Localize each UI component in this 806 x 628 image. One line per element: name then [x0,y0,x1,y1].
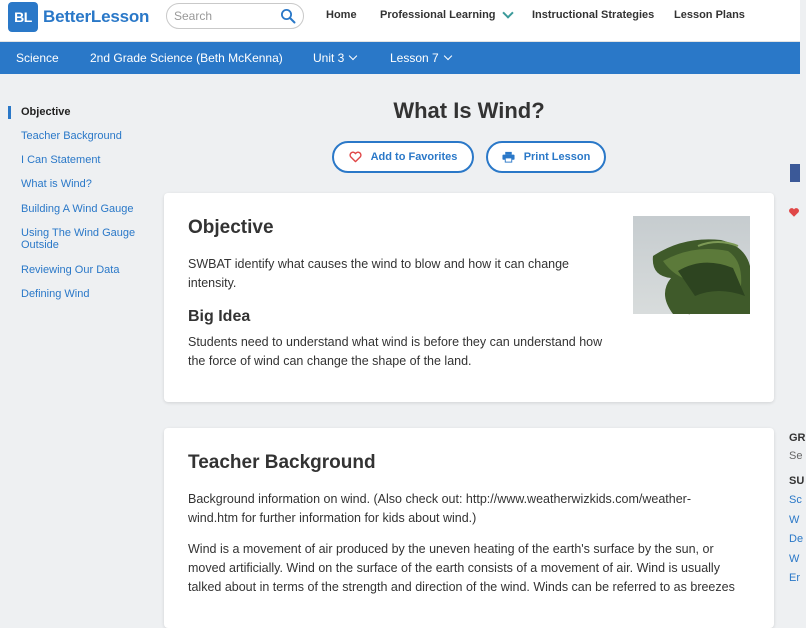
top-header [0,0,800,42]
betterlesson-logo[interactable] [8,2,149,32]
breadcrumb-subject[interactable]: Science [16,51,59,65]
nav-professional-learning[interactable] [380,9,512,21]
heart-icon [349,151,362,163]
sidebar-item-teacher-background[interactable]: Teacher Background [21,130,122,142]
chevron-down-icon [502,7,513,18]
breadcrumb [0,42,800,74]
teacher-background-para-1: Background information on wind. (Also check out: http://www.weatherwizkids.com/weather-wind.htm for further information for kids about wind.) [188,492,692,525]
breadcrumb-lesson-label: Lesson 7 [390,51,439,65]
logo-text: BetterLesson [43,7,150,26]
sidebar-item-reviewing-data[interactable]: Reviewing Our Data [21,264,120,276]
right-sidebar-partial [787,160,806,588]
print-lesson-button[interactable] [486,141,606,173]
add-to-favorites-button[interactable] [332,141,474,173]
big-idea-heading: Big Idea [188,308,251,325]
search-input[interactable] [167,4,277,28]
heart-icon[interactable] [788,207,800,218]
page-title: What Is Wind? [393,98,545,123]
nav-professional-learning-label: Professional Learning [380,9,496,21]
chevron-down-icon [443,52,451,60]
right-col-link-2[interactable]: W [789,514,800,526]
teacher-background-heading: Teacher Background [188,452,376,473]
search-box [166,3,304,29]
logo-mark: BL [8,2,38,32]
breadcrumb-unit[interactable] [313,51,356,65]
breadcrumb-lesson[interactable] [390,51,451,65]
nav-lesson-plans[interactable]: Lesson Plans [674,9,745,21]
objective-heading: Objective [188,217,274,238]
nav-home[interactable]: Home [326,9,357,21]
right-col-text-2: Se [789,450,803,462]
sidebar-active-marker [8,106,11,119]
right-col-text-1: GR [789,432,806,444]
sidebar-item-i-can-statement[interactable]: I Can Statement [21,154,101,166]
breadcrumb-course[interactable]: 2nd Grade Science (Beth McKenna) [90,51,283,65]
chevron-down-icon [349,52,357,60]
facebook-icon[interactable] [790,164,800,182]
sidebar-item-objective[interactable]: Objective [21,106,71,118]
printer-icon [502,151,515,163]
right-col-link-5[interactable]: Er [789,572,800,584]
right-col-link-4[interactable]: W [789,553,800,565]
sidebar-item-using-wind-gauge[interactable]: Using The Wind Gauge Outside [21,227,136,251]
sidebar-item-defining-wind[interactable]: Defining Wind [21,288,90,300]
right-col-link-1[interactable]: Sc [789,494,802,506]
print-lesson-label: Print Lesson [523,151,591,163]
objective-card [164,193,774,402]
breadcrumb-unit-label: Unit 3 [313,51,345,65]
right-col-text-3: SU [789,475,805,487]
teacher-background-card [164,428,774,628]
nav-instructional-strategies[interactable]: Instructional Strategies [532,9,655,21]
big-idea-text: Students need to understand what wind is before they can understand how the force of wind can change the shape of the land. [188,335,603,368]
add-to-favorites-label: Add to Favorites [370,151,458,163]
search-icon[interactable] [280,8,296,24]
objective-text: SWBAT identify what causes the wind to blow and how it can change intensity. [188,257,569,290]
teacher-background-para-2: Wind is a movement of air produced by the uneven heating of the earth's surface by the sun, or moved artificially. Wind on the surface of the earth consists of a movement of air. Wind is usually talked about in terms of the strength and direction of the wind. Winds can be referred to as breezes [188,542,735,594]
wind-tree-image [633,216,750,314]
sidebar-item-building-wind-gauge[interactable]: Building A Wind Gauge [21,203,134,215]
right-col-link-3[interactable]: De [789,533,804,545]
sidebar-item-what-is-wind[interactable]: What is Wind? [21,178,92,190]
